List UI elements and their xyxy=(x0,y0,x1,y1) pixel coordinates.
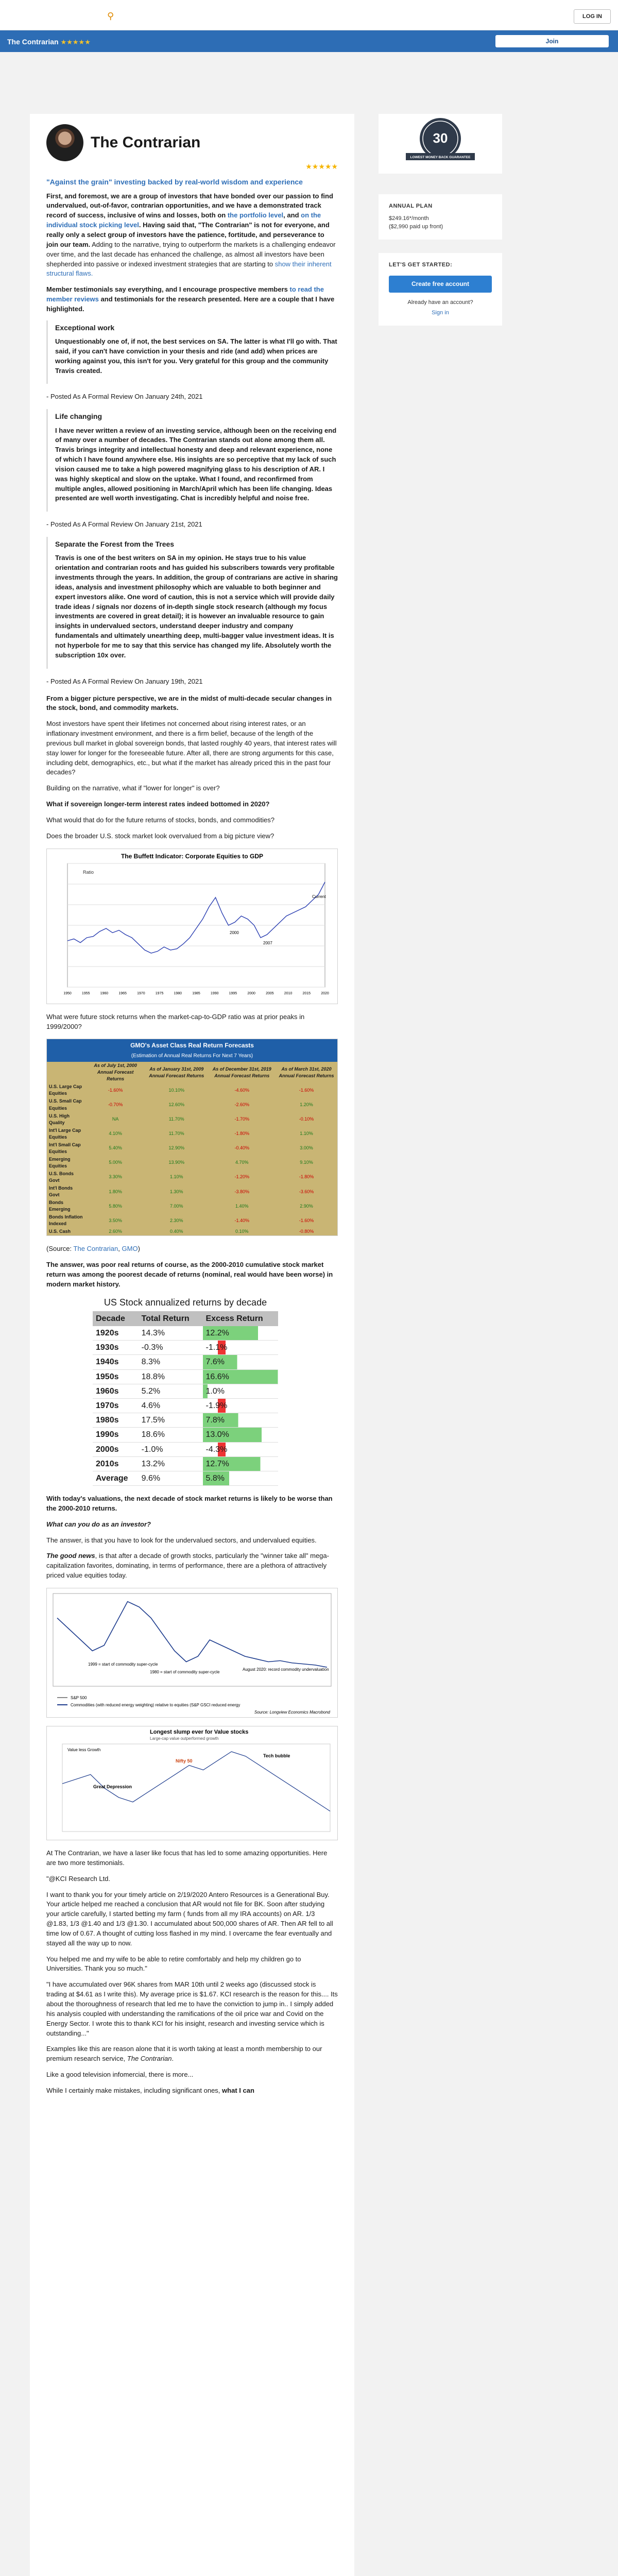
table-cell: 11.70% xyxy=(168,1116,184,1122)
table-cell: 4.10% xyxy=(109,1131,122,1137)
table-cell: 0.10% xyxy=(235,1229,249,1234)
table-cell: 1930s xyxy=(93,1341,139,1355)
table-cell: -0.70% xyxy=(108,1102,123,1107)
table-cell: -1.0% xyxy=(139,1442,203,1456)
service-name-text: The Contrarian xyxy=(7,38,59,46)
star-rating-icon: ★★★★★ xyxy=(60,38,91,46)
table-cell: 2010s xyxy=(93,1456,139,1471)
tech-bubble-label: Tech bubble xyxy=(263,1753,290,1758)
table-row xyxy=(93,1456,278,1471)
shares-testimonial: "I have accumulated over 96K shares from MAR 10th until 2 weeks ago (discussed stock is trading at $4.61 as I write this). My average price is $1.67. KCI research is the reason for this.... Its about the thoroughness of research that led me to have the conviction to jump in.. I simply added his analysis coupled with understanding the ramifications of the oil price war and Covid on the Energy Sector. I wrote this to thank KCI for his insight, research and investing service which is outstanding..." xyxy=(46,1980,338,2037)
avatar xyxy=(46,124,83,161)
ann-current: Current xyxy=(312,894,326,899)
table-cell: 13.2% xyxy=(139,1456,203,1471)
nifty-50-label: Nifty 50 xyxy=(176,1758,193,1764)
intro-text-2: . Having said that, "The Contrarian" is not for everyone, and really only a select group of investors have the patience, fortitude, and perseverance to join our team. xyxy=(46,221,330,248)
value-growth-chart xyxy=(46,1726,338,1840)
service-banner xyxy=(0,30,618,52)
intro-text-3: Adding to the narrative, trying to outperform the markets is a challenging endeavor over time, and the last decade has enhanced the challenge, as almost all investors have been shepherded into passive or indexed investment strategies that are starting to xyxy=(46,240,336,268)
subtitle: "Against the grain" investing backed by real-world wisdom and experience xyxy=(46,178,303,187)
table-cell: 2.60% xyxy=(109,1229,122,1234)
poor-returns-paragraph: The answer, was poor real returns of course, as the 2000-2010 cumulative stock market return was among the poorest decade of returns (nominal, real would have been worse) in modern market history. xyxy=(46,1261,333,1288)
testimonial-intro-text-2: and testimonials for the research presented. Here are a couple that I have highlighted. xyxy=(46,295,335,313)
table-cell: U.S. Small Cap Equities xyxy=(49,1098,82,1111)
gmo-header-cell: As of January 31st, 2009 Annual Forecast Returns xyxy=(149,1066,204,1078)
table-row xyxy=(93,1384,278,1398)
guarantee-card xyxy=(379,114,502,174)
page-title: The Contrarian xyxy=(91,134,201,151)
testimonial-quote xyxy=(46,320,338,384)
overvalued-question: Does the broader U.S. stock market look overvalued from a big picture view? xyxy=(46,832,274,840)
table-row xyxy=(47,1097,337,1112)
table-cell: 12.90% xyxy=(168,1145,184,1151)
table-cell: 3.30% xyxy=(109,1174,122,1180)
gmo-header-row xyxy=(47,1062,337,1083)
membership-end: . xyxy=(171,2055,174,2063)
table-cell: -0.10% xyxy=(299,1116,314,1122)
commodity-chart-svg xyxy=(47,1588,337,1717)
testimonial-quote xyxy=(46,409,338,512)
table-cell: 7.8% xyxy=(203,1413,278,1428)
table-cell: 1950s xyxy=(93,1369,139,1384)
table-cell: 7.6% xyxy=(203,1355,278,1369)
decade-table-title: US Stock annualized returns by decade xyxy=(104,1297,267,1308)
value-chart-subtitle: Large-cap value outperformed growth xyxy=(150,1736,219,1741)
table-row xyxy=(47,1228,337,1235)
start-label: LET'S GET STARTED: xyxy=(389,261,453,268)
table-cell: Emerging Equities xyxy=(49,1156,71,1168)
money-back-badge xyxy=(402,114,479,174)
x-tick-label: 1990 xyxy=(210,991,219,995)
source-line xyxy=(46,1244,338,1254)
table-cell: 3.50% xyxy=(109,1217,122,1223)
structural-flaws-link[interactable]: show their inherent structural flaws. xyxy=(46,260,332,278)
table-cell: 12.7% xyxy=(203,1456,278,1471)
investor-question: What can you do as an investor? xyxy=(46,1520,151,1528)
x-tick-label: 1970 xyxy=(137,991,145,995)
table-cell: -3.80% xyxy=(234,1189,250,1194)
big-picture-paragraph: From a bigger picture perspective, we are in the midst of multi-decade secular changes in the stock, bond, and commodity markets. xyxy=(46,694,332,712)
table-header: Total Return xyxy=(139,1311,203,1326)
posted-date: - Posted As A Formal Review On January 21st, 2021 xyxy=(46,520,202,529)
source-contrarian-link[interactable]: The Contrarian xyxy=(73,1245,118,1253)
buffett-indicator-chart xyxy=(46,849,338,1004)
decade-returns-table xyxy=(93,1296,338,1486)
table-cell: 1.20% xyxy=(300,1102,313,1107)
bottom-question: What if sovereign longer-term interest rates indeed bottomed in 2020? xyxy=(46,800,270,808)
table-cell: 2000s xyxy=(93,1442,139,1456)
table-row xyxy=(93,1442,278,1456)
table-row xyxy=(47,1156,337,1170)
table-cell: 1.30% xyxy=(169,1189,183,1194)
table-cell: 1980s xyxy=(93,1413,139,1428)
x-tick-label: 2015 xyxy=(302,991,311,995)
table-cell: 1.10% xyxy=(300,1131,313,1137)
x-tick-label: 1975 xyxy=(155,991,164,995)
table-cell: U.S. High Quality xyxy=(49,1113,70,1125)
mistakes-text: While I certainly make mistakes, including significant ones, xyxy=(46,2086,222,2094)
x-tick-label: 2005 xyxy=(266,991,274,995)
top-nav-bar xyxy=(0,0,618,30)
stock-picking-link[interactable]: on the individual stock picking level xyxy=(46,211,321,229)
value-legend: Value less Growth xyxy=(67,1748,101,1752)
table-cell: 1990s xyxy=(93,1428,139,1442)
site-logo[interactable] xyxy=(7,10,115,18)
table-cell: 13.90% xyxy=(168,1160,184,1165)
quote-text: Travis is one of the best writers on SA in my opinion. He stays true to his value orientation and contrarian roots and has guided his subscribers towards very profitable investments through the years. In addition, the group of contrarians are active in sharing ideas, analysis and investment philosophy which are valuable to both beginner and expert investors alike. One word of caution, this is not a service which will provide daily trade ideas / signals nor dozens of in-depth single stock research (although my focus investments are covered in great detail); it is however an invaluable resource to gain insights in undervalued sectors, understand deeper industry and company fundamentals and ultimately unearthing deep, multi-bagger value investment ideas. It is not hyperbole for me to say that this service has changed my life. Absolutely worth the subscription 10x over. xyxy=(55,554,338,659)
intro-text: First, and foremost, we are a group of investors that have bonded over our passion to find undervalued, out-of-favor, contrarian opportunities, and we have a demonstrated track record of success, inclusive of wins and losses, both on xyxy=(46,192,333,219)
already-text: Already have an account? xyxy=(407,299,473,306)
commodity-label-1980: 1980 = start of commodity super-cycle xyxy=(150,1670,220,1674)
rates-paragraph: Most investors have spent their lifetimes not concerned about rising interest rates, or an inflationary investment environment, and there is a firm belief, because of the length of the previous bull market in global sovereign bonds, that lasted roughly 40 years, that interest rates will stay lower for longer for the foreseeable future. After all, there are strong arguments for this case, including debt, demographics, etc., but what if the market has already priced this in the past four decades? xyxy=(46,720,337,776)
table-cell: 1.0% xyxy=(203,1384,278,1398)
table-row xyxy=(93,1326,278,1341)
x-tick-label: 1995 xyxy=(229,991,237,995)
table-cell: 7.00% xyxy=(169,1203,183,1209)
table-cell: 2.90% xyxy=(300,1203,313,1209)
table-cell: 10.10% xyxy=(168,1087,184,1093)
membership-service: The Contrarian xyxy=(127,2055,172,2063)
commodity-equity-chart xyxy=(46,1588,338,1718)
plan-note: ($2,990 paid up front) xyxy=(389,223,443,230)
plan-card xyxy=(379,194,502,240)
quote-title: Life changing xyxy=(55,412,102,421)
ar-testimonial-thanks: You helped me and my wife to be able to retire comfortably and help my children go to Universities. Thank you so much." xyxy=(46,1955,301,1973)
table-cell: -1.9% xyxy=(203,1398,278,1413)
ann-2007: 2007 xyxy=(263,940,272,945)
table-cell: 5.2% xyxy=(139,1384,203,1398)
x-tick-label: 2020 xyxy=(321,991,329,995)
signup-card xyxy=(379,253,502,326)
table-cell: -0.3% xyxy=(139,1341,203,1355)
commodity-source: Source: Longview Economics Macrobond xyxy=(254,1710,330,1715)
laser-focus-paragraph: At The Contrarian, we have a laser like focus that has led to some amazing opportunities. Here are two more testimonials. xyxy=(46,1849,328,1867)
commodity-label-1999: 1999 = start of commodity super-cycle xyxy=(88,1662,158,1667)
returns-question: What would that do for the future returns of stocks, bonds, and commodities? xyxy=(46,816,274,824)
intro-and: , and xyxy=(283,211,299,219)
x-tick-label: 1950 xyxy=(63,991,72,995)
decade-header-row xyxy=(93,1311,278,1326)
intro-paragraph xyxy=(46,192,338,279)
narrative-paragraph: Building on the narrative, what if "lower for longer" is over? xyxy=(46,784,220,792)
value-chart-svg xyxy=(47,1726,337,1840)
table-cell: -4.60% xyxy=(234,1087,250,1093)
table-cell: 5.80% xyxy=(109,1203,122,1209)
table-cell: 4.70% xyxy=(235,1160,249,1165)
table-cell: U.S. Cash xyxy=(49,1229,71,1234)
service-name xyxy=(7,37,91,47)
table-row xyxy=(93,1398,278,1413)
buffett-legend: Ratio xyxy=(83,869,94,875)
table-cell: U.S. Bonds Govt xyxy=(49,1171,74,1183)
table-cell: -1.70% xyxy=(234,1116,250,1122)
table-row xyxy=(93,1341,278,1355)
table-cell: 16.6% xyxy=(203,1369,278,1384)
table-cell: Bonds Inflation Indexed xyxy=(49,1214,83,1227)
quote-title: Separate the Forest from the Trees xyxy=(55,540,175,549)
table-cell: -1.80% xyxy=(299,1174,314,1180)
table-cell: -2.60% xyxy=(234,1102,250,1107)
x-tick-label: 1960 xyxy=(100,991,109,995)
buffett-chart-svg xyxy=(47,849,337,1004)
login-button[interactable]: LOG IN xyxy=(574,9,611,24)
table-cell: 17.5% xyxy=(139,1413,203,1428)
table-cell: 8.3% xyxy=(139,1355,203,1369)
table-cell: Int'l Small Cap Equities xyxy=(49,1142,81,1154)
table-cell: 1.80% xyxy=(109,1189,122,1194)
source-gmo-link[interactable]: GMO xyxy=(122,1245,138,1253)
table-cell: -1.1% xyxy=(203,1341,278,1355)
table-cell: 18.8% xyxy=(139,1369,203,1384)
article-body xyxy=(30,114,354,2576)
great-depression-label: Great Depression xyxy=(93,1784,132,1789)
table-cell: -1.60% xyxy=(299,1217,314,1223)
plan-price: $249.16*/month xyxy=(389,215,429,222)
badge-text: LOWEST MONEY BACK GUARANTEE xyxy=(410,156,471,159)
table-cell: Int'l Bonds Govt xyxy=(49,1185,73,1198)
table-cell: 3.00% xyxy=(300,1145,313,1151)
x-tick-label: 2000 xyxy=(247,991,255,995)
gmo-title: GMO's Asset Class Real Return Forecasts xyxy=(47,1039,337,1052)
table-cell: -1.80% xyxy=(234,1131,250,1137)
gmo-header-cell: As of March 31st, 2020 Annual Forecast Returns xyxy=(279,1066,334,1078)
table-cell: -1.20% xyxy=(234,1174,250,1180)
gmo-subtitle: (Estimation of Annual Real Returns For Next 7 Years) xyxy=(47,1053,337,1062)
mistakes-paragraph xyxy=(46,2086,338,2096)
commodity-legend-1: S&P 500 xyxy=(71,1696,87,1700)
plan-label: ANNUAL PLAN xyxy=(389,202,433,209)
table-cell: 1.10% xyxy=(169,1174,183,1180)
table-row xyxy=(93,1355,278,1369)
table-row xyxy=(47,1112,337,1127)
kci-greeting: "@KCI Research Ltd. xyxy=(46,1874,111,1883)
table-cell: 9.6% xyxy=(139,1471,203,1485)
table-row xyxy=(93,1413,278,1428)
good-news-label: The good news xyxy=(46,1552,95,1560)
table-cell: NA xyxy=(112,1116,119,1122)
search-icon[interactable]: ⚲ xyxy=(107,11,114,21)
table-cell: 0.40% xyxy=(169,1229,183,1234)
gmo-header-cell xyxy=(47,1062,86,1083)
rating-stars-icon: ★★★★★ xyxy=(305,162,338,171)
peaks-question: What were future stock returns when the market-cap-to-GDP ratio was at prior peaks in 1999/2000? xyxy=(46,1012,305,1030)
quote-text: I have never written a review of an investing service, although been on the receiving end of many over a number of decades. The Contrarian stands out alone among them all. Travis brings integrity and intellectual honesty and deep and relevant experience, none of which I have found anywhere else. His insights are so perceptive that my lack of such vision caused me to take a high powered magnifying glass to his description of AR. I was highly skeptical and slow on the uptake. What I found, and reconfirmed from multiple angles, allowed positioning in March/April which has been life changing. Ideas presented are well worth investigating. Chat is incredibly helpful and noise free. xyxy=(55,426,337,502)
table-cell: -4.3% xyxy=(203,1442,278,1456)
table-header: Decade xyxy=(93,1311,139,1326)
table-cell: -1.60% xyxy=(299,1087,314,1093)
table-cell: 9.10% xyxy=(300,1160,313,1165)
commodity-label-2020: August 2020: record commodity undervaluation xyxy=(243,1667,329,1672)
table-cell: Average xyxy=(93,1471,139,1485)
membership-text: Examples like this are reason alone that it is worth taking at least a month membership to our premium research service, xyxy=(46,2045,322,2063)
badge-number: 30 xyxy=(433,130,448,146)
x-tick-label: 1980 xyxy=(174,991,182,995)
table-cell: 4.6% xyxy=(139,1398,203,1413)
table-cell: 11.70% xyxy=(168,1131,184,1137)
table-cell: -1.60% xyxy=(108,1087,123,1093)
quote-text: Unquestionably one of, if not, the best services on SA. The latter is what I'll go with. That said, if you can't have conviction in your thesis and ride (and add) when prices are working against you, this isn't for you. Very grateful for this group and the community Travis created. xyxy=(55,337,337,375)
table-header: Excess Return xyxy=(203,1311,278,1326)
table-cell: Bonds Emerging xyxy=(49,1200,71,1212)
answer-paragraph: The answer, is that you have to look for the undervalued sectors, and undervalued equities. xyxy=(46,1536,317,1544)
table-cell: 13.0% xyxy=(203,1428,278,1442)
valuation-paragraph: With today's valuations, the next decade of stock market returns is likely to be worse than the 2000-2010 returns. xyxy=(46,1495,333,1512)
sidebar xyxy=(379,114,502,339)
portfolio-level-link[interactable]: the portfolio level xyxy=(227,211,284,219)
table-cell: 1940s xyxy=(93,1355,139,1369)
table-row xyxy=(47,1170,337,1184)
decade-table-grid xyxy=(93,1311,278,1486)
testimonial-intro-text: Member testimonials say everything, and I encourage prospective members xyxy=(46,285,288,294)
commodity-legend-2: Commodities (with reduced energy weighting) relative to equities (S&P GSCI reduced energy xyxy=(71,1703,241,1707)
x-tick-label: 1965 xyxy=(118,991,127,995)
source-comma: , xyxy=(118,1245,120,1253)
table-cell: Int'l Large Cap Equities xyxy=(49,1127,81,1140)
membership-paragraph xyxy=(46,2044,338,2064)
x-tick-label: 1985 xyxy=(192,991,200,995)
infomercial-paragraph: Like a good television infomercial, there is more... xyxy=(46,2071,194,2079)
create-account-button[interactable]: Create free account xyxy=(389,276,492,293)
table-row xyxy=(47,1184,337,1199)
table-cell: -1.40% xyxy=(234,1217,250,1223)
source-close: ) xyxy=(138,1245,140,1253)
table-cell: 12.60% xyxy=(168,1102,184,1107)
table-cell: 18.6% xyxy=(139,1428,203,1442)
posted-date: - Posted As A Formal Review On January 24th, 2021 xyxy=(46,393,203,401)
table-cell: 2.30% xyxy=(169,1217,183,1223)
testimonial-intro xyxy=(46,285,338,314)
table-cell: 1920s xyxy=(93,1326,139,1341)
table-cell: 14.3% xyxy=(139,1326,203,1341)
table-row xyxy=(47,1213,337,1228)
table-cell: 5.8% xyxy=(203,1471,278,1485)
table-row xyxy=(93,1428,278,1442)
join-button[interactable]: Join xyxy=(495,35,609,47)
good-news-text: , is that after a decade of growth stocks, particularly the "winner take all" mega-capitalization favorites, dominating, in terms of performance, there are a plethora of attractively priced value equities today. xyxy=(46,1552,329,1580)
table-cell: 5.40% xyxy=(109,1145,122,1151)
table-cell: U.S. Large Cap Equities xyxy=(49,1084,82,1096)
good-news-paragraph xyxy=(46,1551,338,1581)
testimonial-quote xyxy=(46,537,338,669)
gmo-table-grid xyxy=(47,1062,337,1235)
x-tick-label: 2010 xyxy=(284,991,293,995)
buffett-chart-title: The Buffett Indicator: Corporate Equities to GDP xyxy=(121,852,264,860)
author-header xyxy=(46,124,338,161)
gmo-header-cell: As of July 1st, 2000 Annual Forecast Returns xyxy=(94,1063,137,1082)
table-cell: 1960s xyxy=(93,1384,139,1398)
table-row xyxy=(93,1369,278,1384)
x-tick-label: 1955 xyxy=(81,991,90,995)
table-row xyxy=(47,1127,337,1141)
table-cell: -0.80% xyxy=(299,1229,314,1234)
quote-title: Exceptional work xyxy=(55,323,115,332)
table-cell: 5.00% xyxy=(109,1160,122,1165)
value-chart-title: Longest slump ever for Value stocks xyxy=(150,1729,249,1735)
table-row xyxy=(93,1471,278,1485)
table-row xyxy=(47,1199,337,1213)
table-cell: -3.60% xyxy=(299,1189,314,1194)
table-cell: 12.2% xyxy=(203,1326,278,1341)
ar-testimonial: I want to thank you for your timely article on 2/19/2020 Antero Resources is a Generational Buy. Your article helped me reached a conclusion that AR would not file for BK. Soon after studying your article carefully, I started betting my farm ( funds from all my IRA accounts) on AR. 1/3 @1.83, 1/3 @1.40 and 1/3 @1.30. I accumulated about 500,000 shares of AR. Then AR fell to all time low of 0.67. A thought of cutting loss flashed in my mind. I overcame the fear eventually and stayed all the way up to now. xyxy=(46,1890,333,1947)
table-cell: -0.40% xyxy=(234,1145,250,1151)
mistakes-bold: what I can xyxy=(222,2086,254,2094)
sign-in-link[interactable]: Sign in xyxy=(432,309,449,316)
table-row xyxy=(47,1083,337,1097)
table-cell: 1970s xyxy=(93,1398,139,1413)
table-cell: 1.40% xyxy=(235,1203,249,1209)
member-reviews-link[interactable]: to read the member reviews xyxy=(46,285,324,303)
badge-svg xyxy=(402,114,479,171)
posted-date: - Posted As A Formal Review On January 19th, 2021 xyxy=(46,677,203,685)
gmo-forecast-table xyxy=(46,1039,338,1236)
table-row xyxy=(47,1141,337,1156)
gmo-header-cell: As of December 31st, 2019 Annual Forecast Returns xyxy=(212,1066,271,1078)
ann-2000: 2000 xyxy=(230,930,239,935)
source-prefix: (Source: xyxy=(46,1245,72,1253)
